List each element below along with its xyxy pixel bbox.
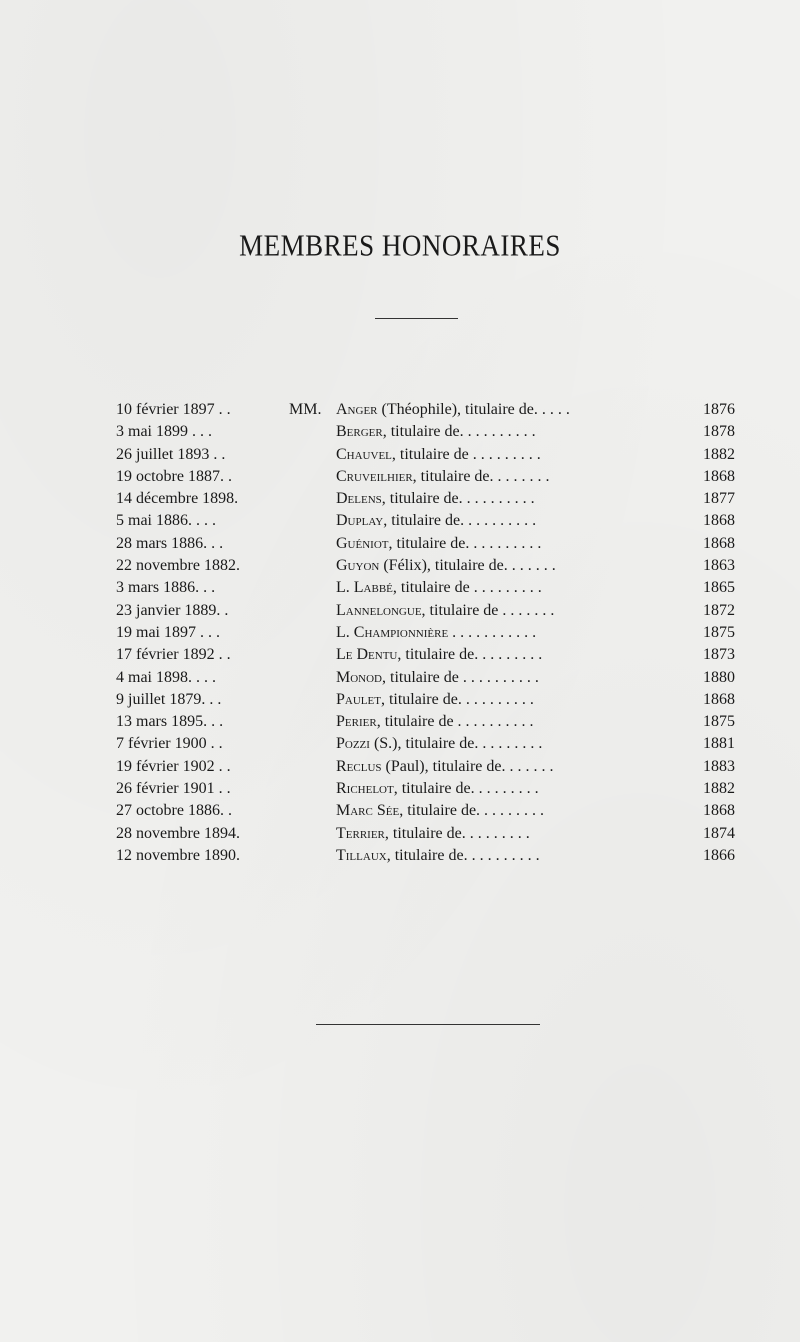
member-entry — [336, 733, 690, 755]
member-date: 13 mars 1895. . . — [116, 713, 224, 731]
member-year: 1882 — [703, 445, 735, 463]
member-suffix: , titulaire de. . . . . . . . . . — [380, 690, 534, 708]
member-entry — [336, 622, 690, 644]
member-name: Terrier — [336, 824, 385, 842]
member-year: 1875 — [703, 623, 735, 641]
member-date: 27 octobre 1886. . — [116, 802, 232, 820]
member-row — [0, 510, 800, 532]
member-name: Paulet — [336, 690, 381, 708]
member-year: 1882 — [703, 780, 735, 798]
member-date: 28 novembre 1894. — [116, 824, 240, 842]
member-entry — [336, 756, 690, 778]
member-date: 26 juillet 1893 . . — [116, 445, 226, 463]
member-year: 1874 — [703, 824, 735, 842]
member-entry — [336, 488, 690, 510]
member-date: 19 mai 1897 . . . — [116, 623, 220, 641]
member-name: Anger — [336, 401, 378, 418]
member-name: Guyon — [336, 557, 380, 575]
member-entry — [336, 600, 690, 622]
bottom-divider — [316, 1024, 540, 1025]
member-suffix: , titulaire de. . . . . . . . . — [384, 824, 530, 842]
member-date: 12 novembre 1890. — [116, 846, 240, 864]
member-row — [0, 644, 800, 666]
member-suffix: , titulaire de . . . . . . . . . . — [376, 713, 534, 731]
member-suffix: (Paul), titulaire de. . . . . . . — [381, 757, 554, 775]
member-entry — [336, 800, 690, 822]
member-name: Cruveilhier — [336, 467, 413, 485]
member-name: Tillaux — [336, 846, 387, 864]
member-year: 1875 — [703, 713, 735, 731]
member-year: 1877 — [703, 490, 735, 508]
member-date: 17 février 1892 . . — [116, 646, 231, 664]
member-date: 14 décembre 1898. — [116, 490, 239, 508]
member-entry — [336, 667, 690, 689]
member-entry — [336, 555, 690, 577]
member-entry — [336, 533, 690, 555]
member-year: 1872 — [703, 601, 735, 619]
member-suffix: , titulaire de . . . . . . . — [421, 601, 555, 619]
member-row — [0, 577, 800, 599]
member-name: Lannelongue — [336, 601, 422, 619]
member-row — [0, 421, 800, 443]
member-entry — [336, 421, 690, 443]
member-entry — [336, 644, 690, 666]
member-name: Guéniot — [336, 534, 389, 552]
member-suffix: , titulaire de. . . . . . . . — [412, 467, 550, 485]
member-year: 1876 — [703, 401, 735, 418]
member-suffix: (S.), titulaire de. . . . . . . . . — [369, 735, 543, 753]
member-suffix: (Théophile), titulaire de. . . . . — [377, 401, 570, 418]
member-year: 1868 — [703, 534, 735, 552]
member-date: 9 juillet 1879. . . — [116, 690, 222, 708]
member-suffix: , titulaire de. . . . . . . . . . — [381, 490, 535, 508]
member-name: L. Labbé — [336, 579, 393, 597]
member-suffix: , titulaire de. . . . . . . . . — [399, 802, 545, 820]
member-entry — [336, 845, 690, 867]
member-row — [0, 622, 800, 644]
member-row — [0, 778, 800, 800]
page-title: MEMBRES HONORAIRES — [239, 228, 561, 263]
member-date: 19 octobre 1887. . — [116, 467, 232, 485]
member-entry — [336, 466, 690, 488]
member-name: Berger — [336, 423, 383, 441]
member-suffix: , titulaire de. . . . . . . . . — [393, 780, 539, 798]
member-suffix: , titulaire de. . . . . . . . . . — [383, 512, 537, 530]
member-year: 1868 — [703, 467, 735, 485]
member-year: 1880 — [703, 668, 735, 686]
member-row — [0, 667, 800, 689]
member-name: Le Dentu — [336, 646, 398, 664]
member-date: 5 mai 1886. . . . — [116, 512, 216, 530]
member-entry — [336, 711, 690, 733]
member-name: L. Championnière — [336, 623, 449, 641]
member-row — [0, 823, 800, 845]
member-name: Richelot — [336, 780, 394, 798]
member-row — [0, 466, 800, 488]
member-name: Monod — [336, 668, 383, 686]
member-row — [0, 800, 800, 822]
member-entry — [336, 689, 690, 711]
member-row — [0, 600, 800, 622]
member-date: 28 mars 1886. . . — [116, 534, 224, 552]
member-row — [0, 689, 800, 711]
member-date: 3 mars 1886. . . — [116, 579, 216, 597]
member-name: Chauvel — [336, 445, 392, 463]
member-date: 26 février 1901 . . — [116, 780, 231, 798]
member-entry — [336, 778, 690, 800]
member-row — [0, 555, 800, 577]
member-row — [0, 756, 800, 778]
member-row — [0, 399, 800, 421]
member-entry — [336, 444, 690, 466]
member-year: 1883 — [703, 757, 735, 775]
member-year: 1865 — [703, 579, 735, 597]
member-suffix: (Félix), titulaire de. . . . . . . — [379, 557, 556, 575]
member-name: Pozzi — [336, 735, 370, 753]
member-suffix: , titulaire de. . . . . . . . . — [397, 646, 543, 664]
member-date: 4 mai 1898. . . . — [116, 668, 216, 686]
members-list — [0, 399, 800, 867]
member-name: Reclus — [336, 757, 382, 775]
member-row — [0, 733, 800, 755]
member-entry — [336, 510, 690, 532]
member-row — [0, 711, 800, 733]
member-year: 1866 — [703, 846, 735, 864]
member-row — [0, 488, 800, 510]
member-year: 1863 — [703, 557, 735, 575]
member-year: 1878 — [703, 423, 735, 441]
member-entry — [336, 577, 690, 599]
member-suffix: , titulaire de. . . . . . . . . . — [388, 534, 542, 552]
member-suffix: , titulaire de. . . . . . . . . . — [386, 846, 540, 864]
member-suffix: , titulaire de . . . . . . . . . — [391, 445, 541, 463]
member-name: Marc Sée — [336, 802, 400, 820]
member-date: 7 février 1900 . . — [116, 735, 223, 753]
member-name: Delens — [336, 490, 382, 508]
member-date: 19 février 1902 . . — [116, 757, 231, 775]
member-suffix: , titulaire de . . . . . . . . . — [392, 579, 542, 597]
member-name: Perier — [336, 713, 377, 731]
member-suffix: , titulaire de . . . . . . . . . . — [382, 668, 539, 686]
member-date: 23 janvier 1889. . — [116, 601, 229, 619]
member-row — [0, 845, 800, 867]
member-year: 1881 — [703, 735, 735, 753]
member-year: 1868 — [703, 690, 735, 708]
member-entry — [336, 823, 690, 845]
member-year: 1868 — [703, 512, 735, 530]
member-name: Duplay — [336, 512, 384, 530]
member-year: 1868 — [703, 802, 735, 820]
member-date: 3 mai 1899 . . . — [116, 423, 212, 441]
member-suffix: , titulaire de. . . . . . . . . . — [382, 423, 536, 441]
member-year: 1873 — [703, 646, 735, 664]
member-date: 10 février 1897 . . — [116, 401, 231, 418]
member-entry — [336, 399, 690, 421]
member-suffix: . . . . . . . . . . . — [448, 623, 537, 641]
member-row — [0, 444, 800, 466]
title-divider — [375, 318, 458, 319]
member-row — [0, 533, 800, 555]
member-date: 22 novembre 1882. — [116, 557, 240, 575]
mm-label: MM. — [289, 401, 322, 418]
